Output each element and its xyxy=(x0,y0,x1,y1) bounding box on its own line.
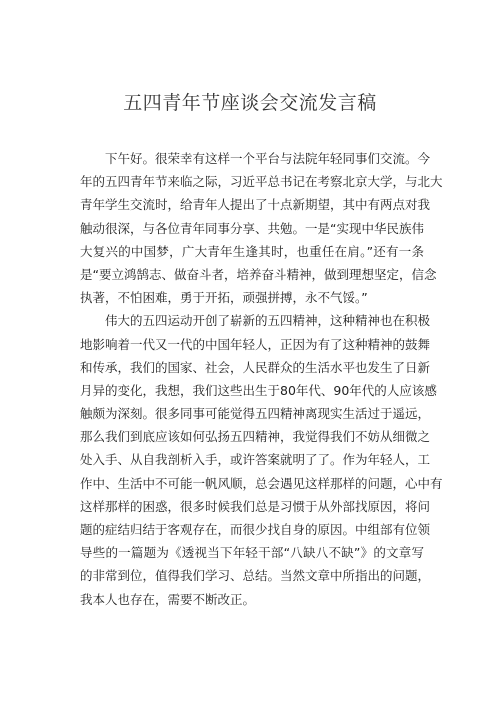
text-line: 年的五四青年节来临之际，习近平总书记在考察北京大学，与北大 xyxy=(80,174,443,190)
text-line: 地影响着一代又一代的中国年轻人，正因为有了这种精神的鼓舞 xyxy=(80,336,431,352)
text-line: 题的症结归结于客观存在，而很少找自身的原因。中组部有位领 xyxy=(80,522,431,537)
text-line: 导些的一篇题为《透视当下年轻干部“八缺八不缺”》的文章写 xyxy=(80,545,424,561)
text-line: 这样那样的困惑，很多时候我们总是习惯于从外部找原因，将问 xyxy=(80,498,431,514)
text-line: 的非常到位，值得我们学习、总结。当然文章中所指出的问题， xyxy=(80,568,431,584)
paragraph-2 xyxy=(80,309,443,610)
text-line: 触颇为深刻。很多同事可能觉得五四精神离现实生活过于遥远， xyxy=(80,406,431,422)
text-line: 触动很深，与各位青年同事分享、共勉。一是“实现中华民族伟 xyxy=(80,220,424,236)
text-line: 是“要立鸿鹄志、做奋斗者，培养奋斗精神，做到理想坚定，信念 xyxy=(80,266,437,282)
paragraph-1 xyxy=(80,147,443,309)
text-line: 下午好。很荣幸有这样一个平台与法院年轻同事们交流。今 xyxy=(105,151,431,166)
text-line: 伟大的五四运动开创了崭新的五四精神，这种精神也在积极 xyxy=(105,313,431,329)
text-line: 我本人也存在，需要不断改正。 xyxy=(80,591,256,607)
text-line: 处入手、从自我剖析入手，或许答案就明了了。作为年轻人，工 xyxy=(80,452,431,468)
text-line: 执著，不怕困难，勇于开拓，顽强拼搏，永不气馁。” xyxy=(80,290,368,306)
text-line: 月异的变化，我想，我们这些出生于80年代、90年代的人应该感 xyxy=(80,382,437,398)
document-body xyxy=(80,147,443,611)
text-line: 大复兴的中国梦，广大青年生逢其时，也重任在肩。”还有一条 xyxy=(80,243,424,259)
page-title: 五四青年节座谈会交流发言稿 xyxy=(123,92,377,114)
text-line: 作中、生活中不可能一帆风顺，总会遇见这样那样的问题，心中有 xyxy=(80,475,443,491)
text-line: 那么我们到底应该如何弘扬五四精神，我觉得我们不妨从细微之 xyxy=(80,429,431,445)
text-line: 和传承，我们的国家、社会，人民群众的生活水平也发生了日新 xyxy=(80,359,431,375)
text-line: 青年学生交流时，给青年人提出了十点新期望，其中有两点对我 xyxy=(80,197,431,213)
